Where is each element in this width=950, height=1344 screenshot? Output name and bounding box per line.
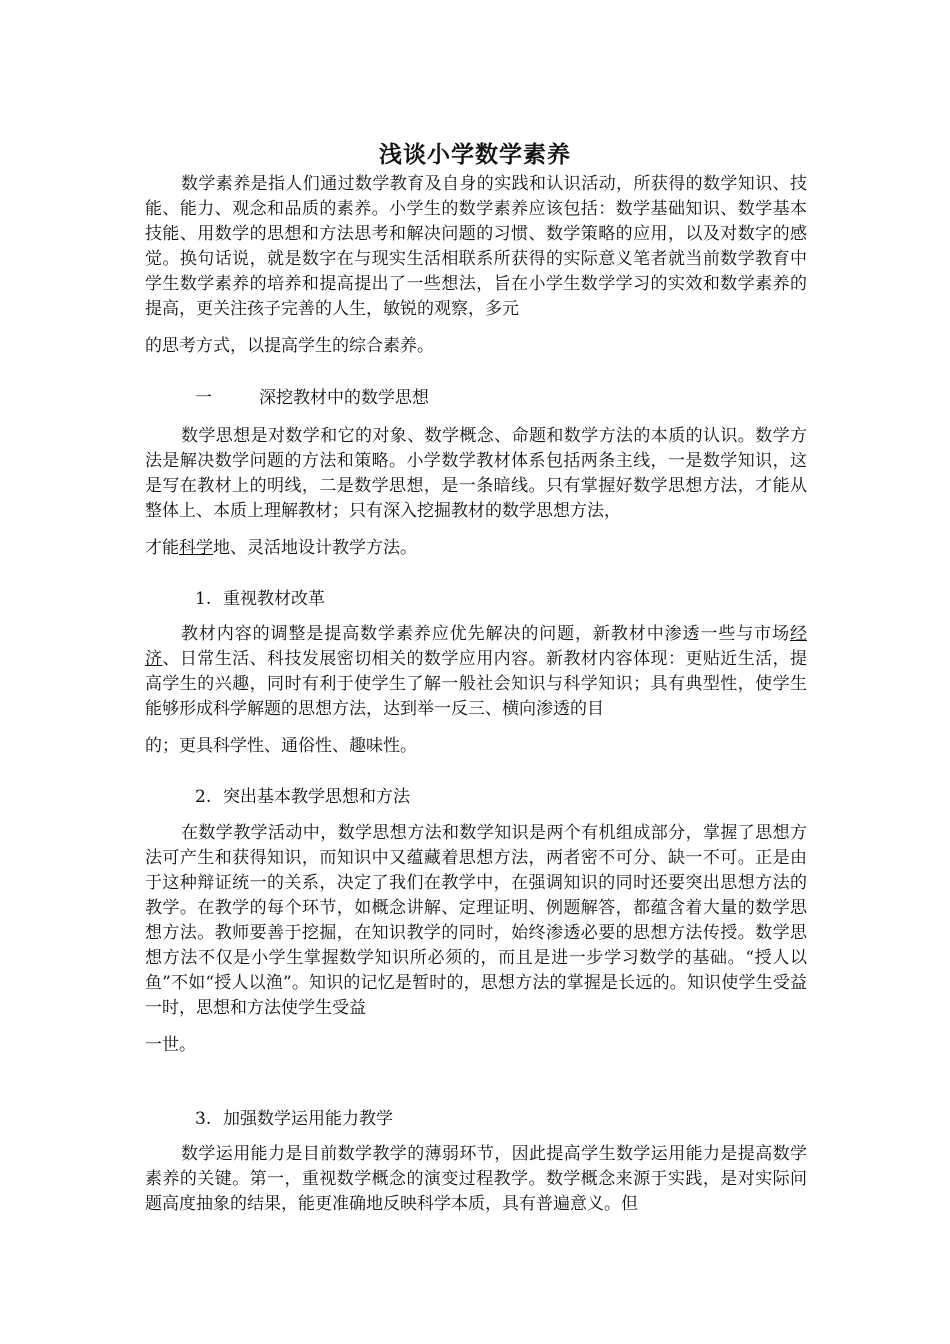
subsection-1-title: 重视教材改革 (223, 589, 325, 609)
subsection-1-last-line: 的；更具科学性、通俗性、趣味性。 (145, 736, 417, 756)
subsection-3-paragraph (145, 1142, 807, 1217)
section-1-heading (195, 386, 429, 411)
section-1-tail-end: 地、灵活地设计教学方法。 (213, 538, 417, 558)
document-title: 浅谈小学数学素养 (379, 142, 571, 168)
subsection-2-body: 在数学教学活动中，数学思想方法和数学知识是两个有机组成部分，掌握了思想方法可产生和获得知识，而知识中又蕴藏着思想方法，两者密不可分、缺一不可。正是由于这种辩证统一的关系，决定了我们在教学中，在强调知识的同时还要突出思想方法的教学。在教学的每个环节，如概念讲解、定理证明、例题解答，都蕴含着大量的数学思想方法。教师要善于挖掘，在知识教学的同时，始终渗透必要的思想方法传授。数学思想方法不仅是小学生掌握数学知识所必须的，而且是进一步学习数学的基础。“授人以鱼”不如“授人以渔”。知识的记忆是暂时的，思想方法的掌握是长远的。知识使学生受益一时，思想和方法使学生受益 (145, 823, 807, 1018)
section-1-title: 深挖教材中的数学思想 (259, 388, 429, 408)
section-1-last-line (145, 536, 807, 561)
subsection-1-paragraph (145, 622, 807, 759)
section-1-paragraph (145, 424, 807, 561)
section-1-tail-start: 才能 (145, 538, 179, 558)
subsection-2-heading (195, 785, 410, 810)
link-jingji[interactable]: 经济 (145, 624, 807, 669)
section-1-body: 数学思想是对数学和它的对象、数学概念、命题和数学方法的本质的认识。数学方法是解决数学问题的方法和策略。小学数学教材体系包括两条主线，一是数学知识，这是写在教材上的明线，二是数学思想，是一条暗线。只有掌握好数学思想方法，才能从整体上、本质上理解教材；只有深入挖掘教材的数学思想方法， (145, 426, 807, 521)
subsection-3-marker: 3. (195, 1109, 212, 1129)
subsection-1-heading (195, 587, 325, 612)
subsection-2-marker: 2. (195, 787, 212, 807)
subsection-1-body-end: 、日常生活、科技发展密切相关的数学应用内容。新教材内容体现：更贴近生活，提高学生的兴趣，同时有利于使学生了解一般社会知识与科学知识；具有典型性，使学生能够形成科学解题的思想方法，达到举一反三、横向渗透的目 (145, 649, 808, 719)
subsection-3-heading (195, 1107, 393, 1132)
subsection-3-title: 加强数学运用能力教学 (223, 1109, 393, 1129)
intro-paragraph (145, 172, 807, 359)
link-kexue[interactable]: 科学 (179, 538, 213, 558)
subsection-1-marker: 1. (195, 589, 212, 609)
intro-last-line: 的思考方式，以提高学生的综合素养。 (145, 336, 434, 356)
subsection-2-last-line: 一世。 (145, 1035, 196, 1055)
subsection-1-body-start: 教材内容的调整是提高数学素养应优先解决的问题，新教材中渗透一些与市场 (181, 624, 790, 644)
section-1-marker: 一 (195, 388, 212, 408)
subsection-3-body: 数学运用能力是目前数学教学的薄弱环节，因此提高学生数学运用能力是提高数学素养的关键。第一，重视数学概念的演变过程教学。数学概念来源于实践，是对实际问题高度抽象的结果，能更准确地反映科学本质，具有普遍意义。但 (145, 1144, 807, 1214)
intro-body: 数学素养是指人们通过数学教育及自身的实践和认识活动，所获得的数学知识、技能、能力、观念和品质的素养。小学生的数学素养应该包括：数学基础知识、数学基本技能、用数学的思想和方法思考和解决问题的习惯、数学策略的应用，以及对数字的感觉。换句话说，就是数字在与现实生活相联系所获得的实际意义笔者就当前数学教育中学生数学素养的培养和提高提出了一些想法，旨在小学生数学学习的实效和数学素养的提高，更关注孩子完善的人生，敏锐的观察，多元 (145, 174, 807, 319)
subsection-2-title: 突出基本教学思想和方法 (223, 787, 410, 807)
subsection-2-paragraph (145, 821, 807, 1058)
